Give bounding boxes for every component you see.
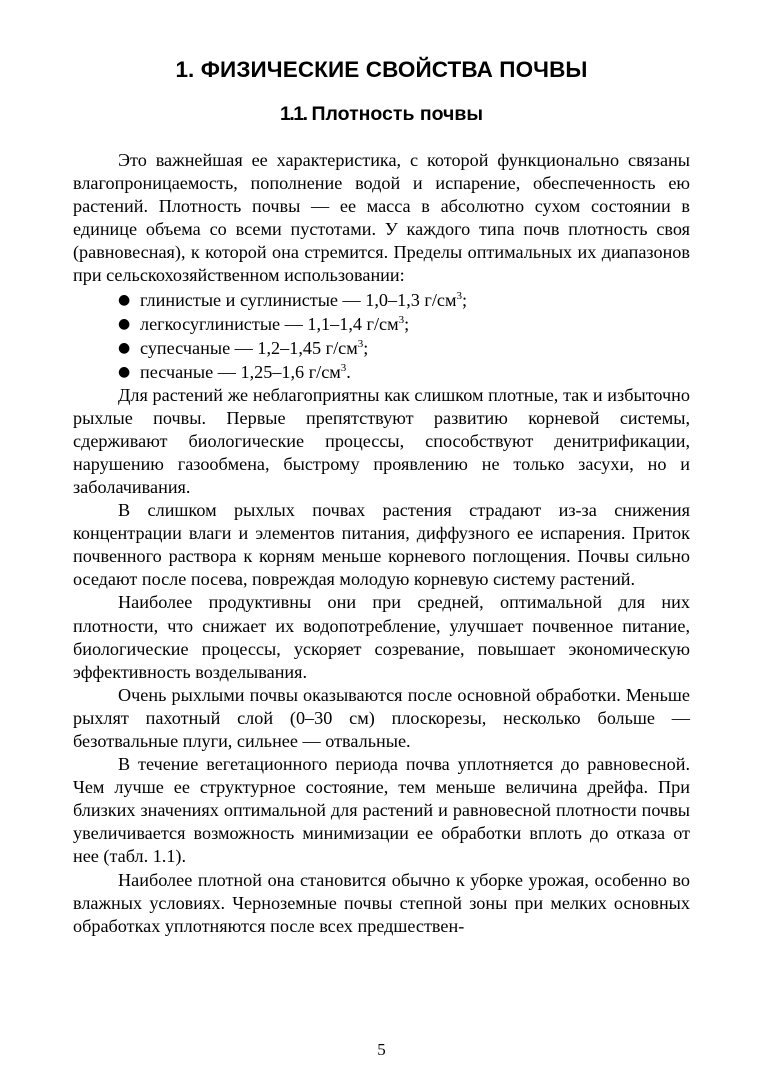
section-title: Плотность почвы [311,103,484,125]
paragraph-intro: Это важнейшая ее характеристика, с которой функционально связаны влагопроницаемость, пополнение водой и испарение, обеспеченность ею растений. Плотность почвы — ее масса в абсолютно сухом состоянии в единице объема со всеми пустотами. У каждого типа почв плотность своя (равновесная), к которой она стремится. Пределы оптимальных их диапазонов при сельскохозяйственном использовании: [73,150,690,286]
list-item-text: супесчаные — 1,2–1,45 $г/см^3$; [140,337,369,358]
bullet-icon: ● [118,363,131,380]
page-number: 5 [377,1040,386,1059]
list-item-text: глинистые и суглинистые — 1,0–1,3 $г/см^3$; [140,289,468,310]
bullet-icon: ● [118,339,131,356]
section-heading [73,97,690,131]
page-content [73,52,690,938]
list-item-text: легкосуглинистые — 1,1–1,4 $г/см^3$; [140,313,410,334]
paragraph-6: Наиболее плотной она становится обычно к уборке урожая, особенно во влажных условиях. Черноземные почвы степной зоны при мелких основных обработках уплотняются после всех предшествен- [73,869,690,936]
paragraph-3: Наиболее продуктивны они при средней, оптимальной для них плотности, что снижает их водопотребление, улучшает почвенное питание, биологические процессы, ускоряет созревание, повышает экономическую эффективность возделывания. [73,592,690,682]
list-item [73,360,690,384]
chapter-title: 1. ФИЗИЧЕСКИЕ СВОЙСТВА ПОЧВЫ [175,57,588,82]
paragraph-1: Для растений же неблагоприятны как слишком плотные, так и избыточно рыхлые почвы. Первые препятствуют развитию корневой системы, сдерживают биологические процессы, способствуют денитрификации, нарушению газообмена, быстрому проявлению не только засухи, но и заболачивания. [73,384,690,497]
bullet-icon: ● [118,315,131,332]
list-item-text: песчаные — 1,25–1,6 $г/см^3$. [140,361,351,382]
density-ranges-list [73,288,690,384]
paragraph-5: В течение вегетационного периода почва уплотняется до равновесной. Чем лучше ее структурное состояние, тем меньше величина дрейфа. При близких значениях оптимальной для растений и равновесной плотности почвы увеличивается возможность минимизации ее обработки вплоть до отказа от нее (табл. 1.1). [73,754,690,867]
paragraph-4: Очень рыхлыми почвы оказываются после основной обработки. Меньше рыхлят пахотный слой (0–30 см) плоскорезы, несколько больше — безотвальные плуги, сильнее — отвальные. [73,684,690,751]
paragraph-2: В слишком рыхлых почвах растения страдают из-за снижения концентрации влаги и элементов питания, диффузного ее испарения. Приток почвенного раствора к корням меньше корневого поглощения. Почвы сильно оседают после посева, повреждая молодую корневую систему растений. [73,500,690,590]
section-number: 1.1. [279,103,307,125]
list-item [73,288,690,312]
bullet-icon: ● [118,291,131,308]
body-text [73,149,690,938]
list-item [73,336,690,360]
list-item [73,312,690,336]
